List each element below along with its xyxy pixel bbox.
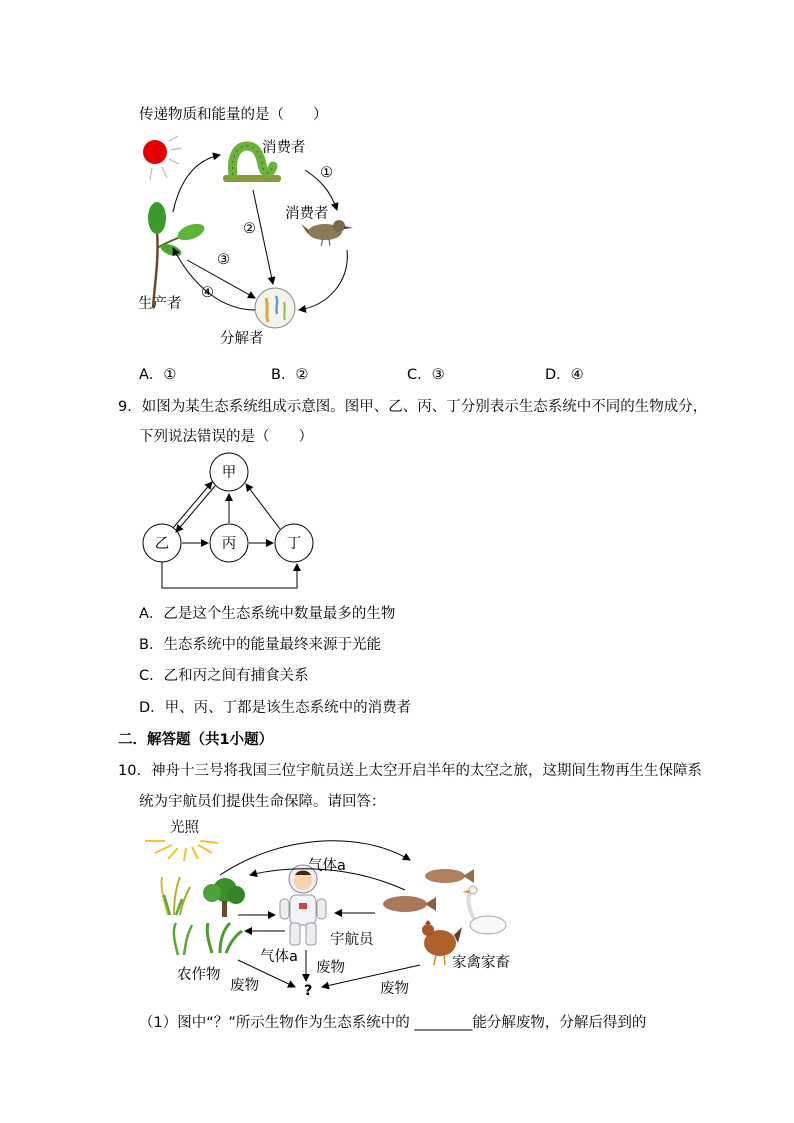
q9-option-b[interactable]: B．生态系统中的能量最终来源于光能 bbox=[139, 637, 381, 653]
sun-rays-icon bbox=[145, 841, 218, 861]
q8-energy-flow-diagram bbox=[125, 130, 365, 355]
q9-ecosystem-diagram bbox=[140, 452, 320, 594]
q9-stem-line2: 下列说法错误的是（ ） bbox=[139, 429, 313, 445]
decomposer-icon bbox=[255, 288, 295, 328]
mark-3: ③ bbox=[217, 252, 230, 268]
label-waste-right: 废物 bbox=[380, 981, 409, 997]
label-gas-left: 气体a bbox=[260, 949, 298, 965]
label-producer: 生产者 bbox=[138, 296, 182, 312]
fish-icon bbox=[383, 869, 474, 912]
node-ding-label: 丁 bbox=[286, 536, 302, 552]
node-jia-label: 甲 bbox=[221, 465, 237, 481]
q9-stem-line1: 9．如图为某生态系统组成示意图。图甲、乙、丙、丁分别表示生态系统中不同的生物成分， bbox=[118, 399, 708, 415]
q10-stem-line1: 10．神舟十三号将我国三位宇航员送上太空开启半年的太空之旅，这期间生物再生生保障系 bbox=[118, 763, 702, 779]
astronaut-icon bbox=[280, 865, 326, 945]
label-question-mark: ? bbox=[304, 983, 313, 999]
label-consumer-2: 消费者 bbox=[285, 206, 329, 222]
q9-option-d[interactable]: D．甲、丙、丁都是该生态系统中的消费者 bbox=[139, 700, 412, 716]
q10-sub1: （1）图中“？”所示生物作为生态系统中的 ________能分解废物，分解后得到的 bbox=[139, 1015, 647, 1031]
q8-option-b[interactable]: B．② bbox=[271, 367, 309, 383]
q8-option-a[interactable]: A．① bbox=[139, 367, 177, 383]
q10-life-support-diagram bbox=[140, 815, 530, 1005]
label-light: 光照 bbox=[170, 820, 199, 836]
q8-stem-tail: 传递物质和能量的是（ ） bbox=[139, 107, 328, 123]
goose-icon bbox=[462, 886, 506, 934]
q9-option-c[interactable]: C．乙和丙之间有捕食关系 bbox=[139, 668, 309, 684]
section-heading: 二．解答题（共1小题） bbox=[118, 732, 274, 748]
label-waste-left: 废物 bbox=[230, 978, 259, 994]
label-consumer-1: 消费者 bbox=[262, 140, 306, 156]
bird-icon bbox=[301, 220, 353, 246]
node-yi-label: 乙 bbox=[154, 536, 170, 552]
q10-stem-line2: 统为宇航员们提供生命保障。请回答： bbox=[139, 794, 386, 810]
label-waste-center: 废物 bbox=[316, 960, 345, 976]
node-bing-label: 丙 bbox=[221, 536, 237, 552]
sun-icon bbox=[143, 136, 181, 180]
mark-1: ① bbox=[320, 165, 333, 181]
q8-option-d[interactable]: D．④ bbox=[545, 367, 584, 383]
label-astronaut: 宇航员 bbox=[330, 932, 374, 948]
label-poultry: 家禽家畜 bbox=[452, 955, 510, 971]
label-gas-top: 气体a bbox=[308, 858, 346, 874]
mark-4: ④ bbox=[201, 285, 214, 301]
q8-option-c[interactable]: C．③ bbox=[407, 367, 445, 383]
q9-option-a[interactable]: A．乙是这个生态系统中数量最多的生物 bbox=[139, 606, 396, 622]
label-crops: 农作物 bbox=[177, 967, 221, 983]
label-decomposer: 分解者 bbox=[220, 331, 264, 347]
crops-icon bbox=[161, 877, 245, 955]
mark-2: ② bbox=[243, 221, 256, 237]
